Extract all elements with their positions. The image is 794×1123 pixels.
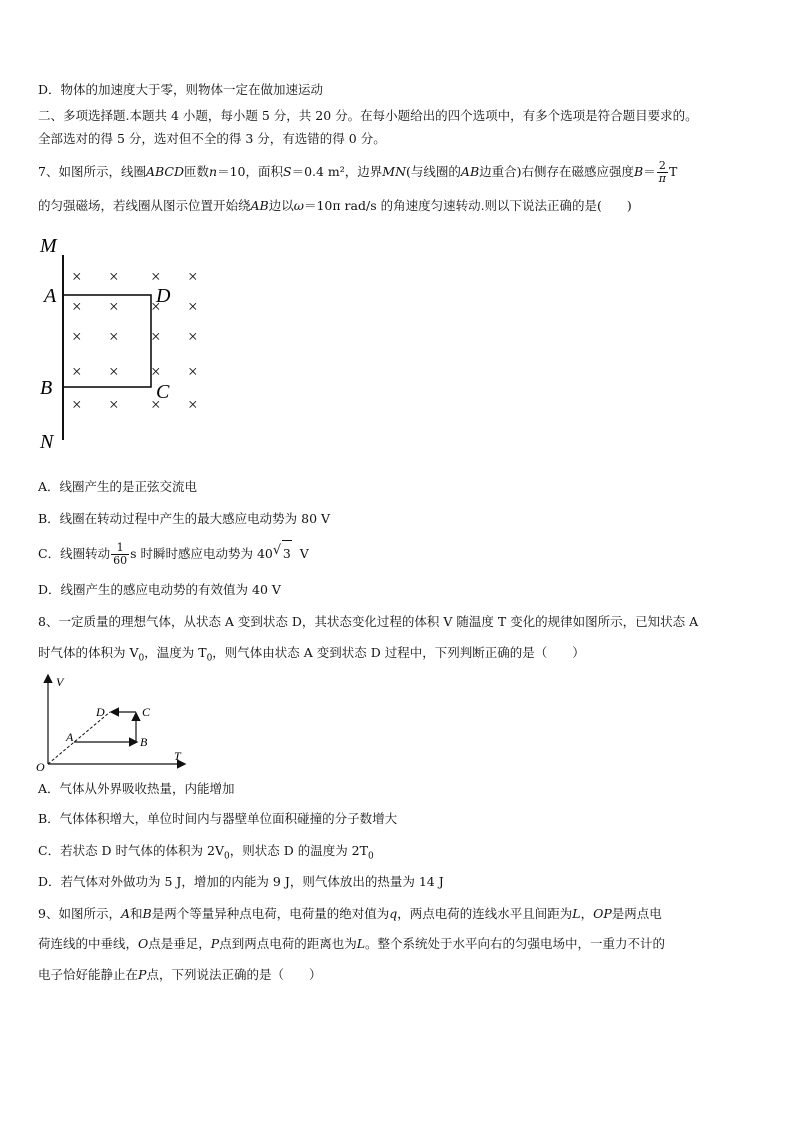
q8-stem-line1: 8、一定质量的理想气体，从状态 A 变到状态 D，其状态变化过程的体积 V 随温度 T 变化的规律如图所示，已知状态 A [38,614,699,629]
field-cross: × [72,327,82,346]
b-fraction: $\frac{2}{\pi}$ [658,159,666,185]
point-c-label: C [142,705,151,719]
q9-stem-line1: 9、如图所示，A和B是两个等量异种点电荷，电荷量的绝对值为q，两点电荷的连线水平且间距为L，OP是两点电 [38,906,662,921]
field-cross: × [188,297,198,316]
point-d-label: D [96,705,105,719]
origin-label: O [36,760,45,772]
q8-stem-line2: 时气体的体积为 $V_0$，温度为 $T_0$，则气体由状态 A 变到状态 D 过程中，下列判断正确的是（ ） [38,645,585,664]
field-cross: × [72,267,82,286]
point-a-label: A [66,730,74,744]
label-c: C [156,381,170,403]
field-cross: × [188,395,198,414]
q7-option-a: A．线圈产生的是正弦交流电 [38,479,198,494]
q7-stem-line1: 7、如图所示，线圈ABCD匝数n＝10，面积S＝0.4 m²，边界MN(与线圈的AB边重合)右侧存在磁感应强度B＝ $\frac{2}{\pi}$ T [38,159,678,185]
field-cross: × [109,267,119,286]
q9-stem-line3: 电子恰好能静止在P点，下列说法正确的是（ ） [38,967,322,982]
q8-option-a: A．气体从外界吸收热量，内能增加 [38,781,235,796]
field-cross: × [109,362,119,381]
sqrt-3: √ 3 [282,540,292,567]
field-cross: × [151,362,161,381]
point-b-label: B [140,735,148,749]
label-b: B [40,377,53,399]
q8-option-c: C．若状态 D 时气体的体积为 $2V_0$，则状态 D 的温度为 $2T_0$ [38,843,374,862]
q8-option-d: D．若气体对外做功为 5 J，增加的内能为 9 J，则气体放出的热量为 14 J [38,874,444,889]
field-cross: × [72,362,82,381]
time-fraction: $\frac{1}{60}$ [113,541,128,567]
field-cross: × [188,362,198,381]
q7-option-c: C．线圈转动 $\frac{1}{60}$ s 时瞬时感应电动势为 40 √ 3 V [38,540,309,567]
q7-coil-figure [30,230,230,460]
section-title-cont: 全部选对的得 5 分，选对但不全的得 3 分，有选错的得 0 分。 [38,131,386,146]
label-a: A [44,285,57,307]
field-cross: × [109,297,119,316]
field-cross: × [151,297,161,316]
q7-stem-line2: 的匀强磁场，若线圈从图示位置开始绕AB边以ω＝10π rad/s 的角速度匀速转动.则以下说法正确的是( ) [38,198,632,213]
dashed-line-o-d [48,712,110,764]
field-cross: × [72,297,82,316]
field-cross: × [109,327,119,346]
q8-vt-graph [34,672,194,772]
q7-option-b: B．线圈在转动过程中产生的最大感应电动势为 80 V [38,511,331,526]
field-cross: × [188,327,198,346]
label-m: M [40,235,57,257]
field-cross: × [151,395,161,414]
label-n: N [40,431,54,453]
axis-label-v: V [56,675,64,689]
field-cross: × [72,395,82,414]
field-cross: × [151,327,161,346]
q9-stem-line2: 荷连线的中垂线，O点是垂足，P点到两点电荷的距离也为L。整个系统处于水平向右的匀强电场中，一重力不计的 [38,936,666,951]
axis-label-t: T [174,749,181,763]
magnetic-field-crosses [72,267,198,414]
field-cross: × [188,267,198,286]
label-d: D [156,285,171,307]
q8-option-b: B．气体体积增大，单位时间内与器壁单位面积碰撞的分子数增大 [38,811,398,826]
q7-option-d: D．线圈产生的感应电动势的有效值为 40 V [38,582,281,597]
field-cross: × [109,395,119,414]
prev-option-d: D．物体的加速度大于零，则物体一定在做加速运动 [38,82,324,97]
field-cross: × [151,267,161,286]
section-title: 二、多项选择题.本题共 4 小题，每小题 5 分，共 20 分。在每小题给出的四个选项中，有多个选项是符合题目要求的。 [38,108,698,123]
